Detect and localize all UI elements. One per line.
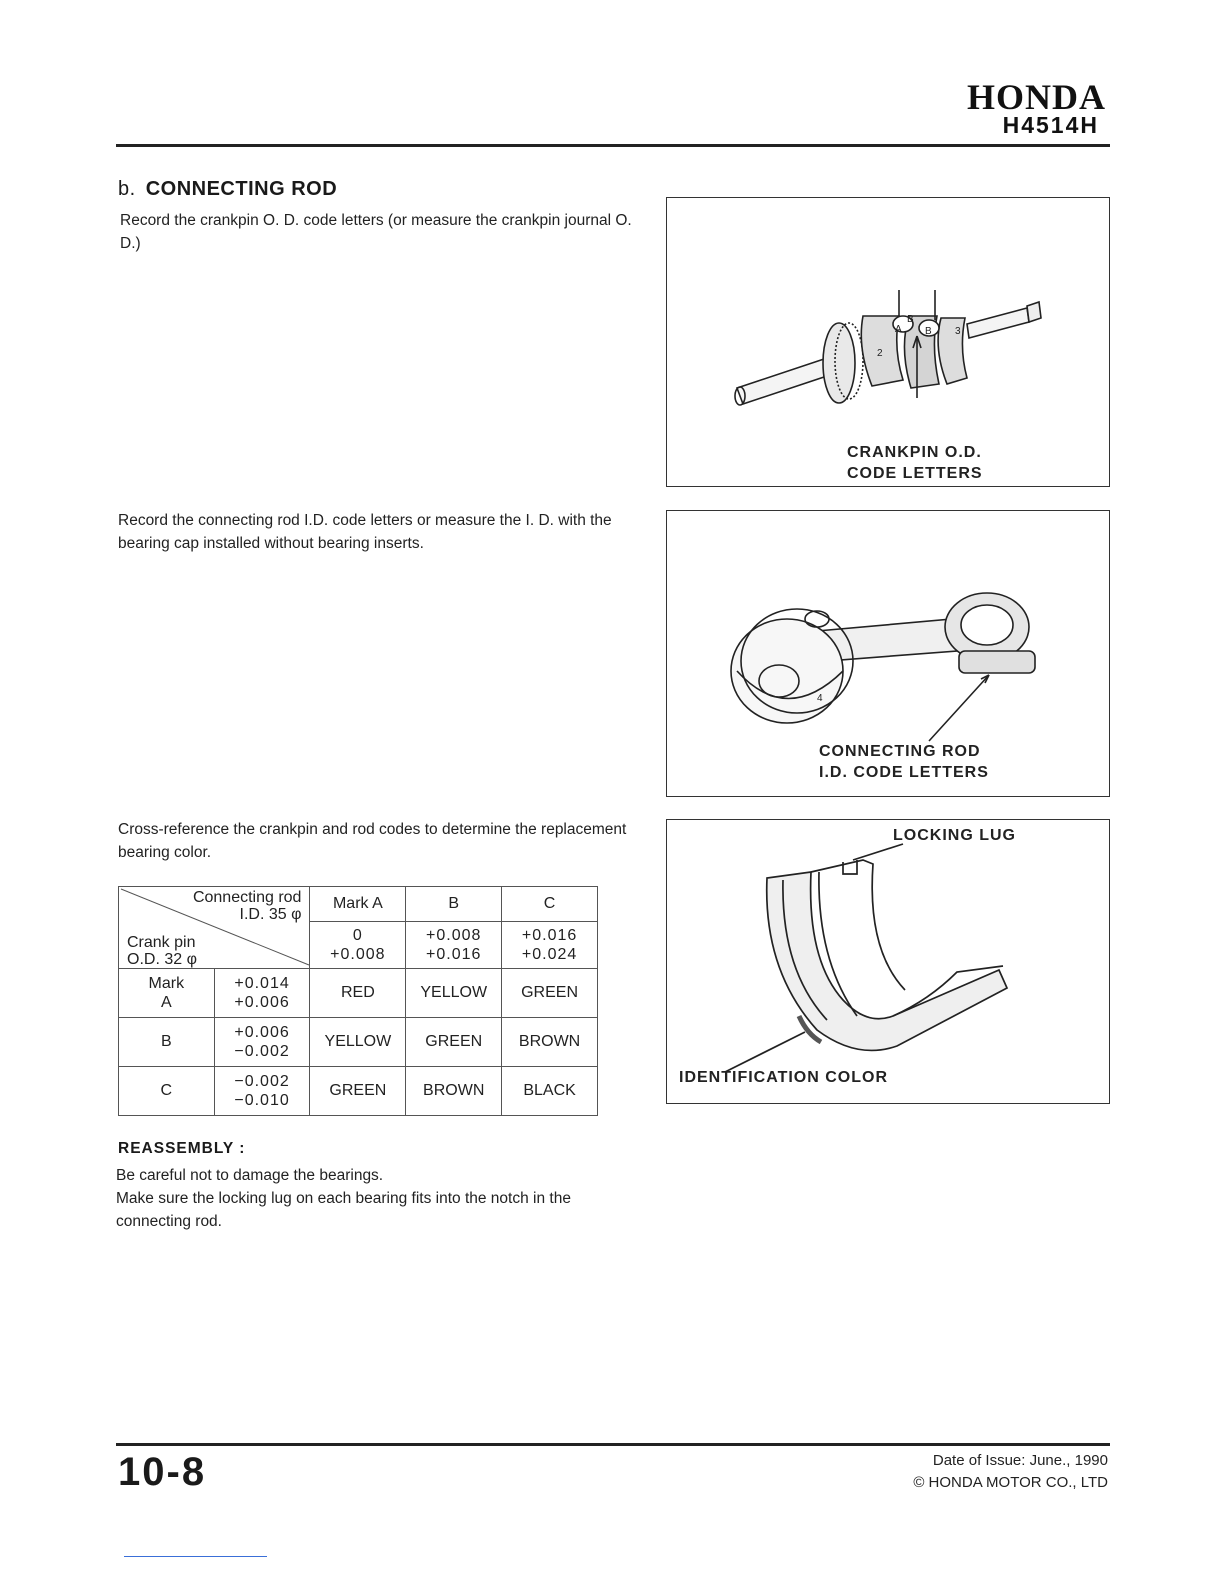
bearing-color-cell: BLACK [502, 1067, 598, 1116]
callout-2: 2 [877, 348, 883, 359]
crankshaft-illustration [667, 198, 1109, 438]
row-range: −0.002 −0.010 [214, 1067, 310, 1116]
rod-id-header: Connecting rod I.D. 35 φ [192, 889, 302, 923]
callout-b-1: B [907, 314, 914, 325]
col-mark-c: C [502, 887, 598, 922]
row-mark: B [119, 1018, 215, 1067]
bearing-selection-table [118, 886, 598, 1116]
col-mark-a: Mark A [310, 887, 406, 922]
crossref-instruction: Cross-reference the crankpin and rod codes to determine the replacement bearing color. [118, 821, 627, 861]
model-code: H4514H [1002, 112, 1099, 138]
reassembly-line-2: Make sure the locking lug on each bearing fits into the notch in the connecting rod. [116, 1190, 571, 1230]
row-range: +0.006 −0.002 [214, 1018, 310, 1067]
rod-code-label: CONNECTING ROD I.D. CODE LETTERS [819, 743, 989, 781]
header-rule [116, 144, 1110, 147]
table-row [119, 1067, 598, 1116]
col-mark-b: B [406, 887, 502, 922]
col-range-a: 0 +0.008 [310, 922, 406, 969]
link-underline [124, 1556, 267, 1557]
crankpin-instruction: Record the crankpin O. D. code letters (or measure the crankpin journal O. D.) [120, 212, 632, 252]
identification-color-label: IDENTIFICATION COLOR [679, 1069, 889, 1086]
row-mark: Mark A [119, 969, 215, 1018]
connecting-rod-figure [666, 510, 1110, 797]
bearing-illustration [667, 820, 1109, 1103]
table-row [119, 969, 598, 1018]
page-number: 10-8 [118, 1450, 207, 1494]
callout-4: 4 [817, 693, 823, 704]
table-corner-cell [119, 887, 310, 969]
bearing-color-cell: GREEN [310, 1067, 406, 1116]
bearing-figure [666, 819, 1110, 1104]
rod-instruction: Record the connecting rod I.D. code letters or measure the I. D. with the bearing cap installed without bearing inserts. [118, 512, 612, 552]
callout-3: 3 [955, 326, 961, 337]
table-header-row [119, 887, 598, 922]
section-title [118, 178, 337, 201]
bearing-color-cell: YELLOW [406, 969, 502, 1018]
table-row [119, 1018, 598, 1067]
issue-date: Date of Issue: June., 1990 [932, 1452, 1108, 1469]
reassembly-title: REASSEMBLY : [118, 1140, 246, 1157]
callout-b-2: B [925, 326, 932, 337]
bearing-color-cell: RED [310, 969, 406, 1018]
bearing-color-cell: BROWN [502, 1018, 598, 1067]
section-prefix: b. [118, 178, 136, 200]
locking-lug-label: LOCKING LUG [893, 827, 1016, 844]
bearing-color-cell: BROWN [406, 1067, 502, 1116]
brand-logo: HONDA [967, 77, 1106, 117]
connecting-rod-illustration [667, 511, 1109, 751]
footer-rule [116, 1443, 1110, 1446]
reassembly-line-1: Be careful not to damage the bearings. [116, 1167, 384, 1184]
crankpin-od-header: Crank pin O.D. 32 φ [127, 934, 197, 968]
copyright: © HONDA MOTOR CO., LTD [913, 1474, 1108, 1491]
row-mark: C [119, 1067, 215, 1116]
crankshaft-figure [666, 197, 1110, 487]
col-range-b: +0.008 +0.016 [406, 922, 502, 969]
section-title-text: CONNECTING ROD [145, 178, 338, 200]
bearing-color-cell: YELLOW [310, 1018, 406, 1067]
col-range-c: +0.016 +0.024 [502, 922, 598, 969]
bearing-color-cell: GREEN [502, 969, 598, 1018]
callout-a: A [895, 324, 902, 335]
crankpin-code-label: CRANKPIN O.D. CODE LETTERS [847, 444, 983, 482]
row-range: +0.014 +0.006 [214, 969, 310, 1018]
bearing-color-cell: GREEN [406, 1018, 502, 1067]
